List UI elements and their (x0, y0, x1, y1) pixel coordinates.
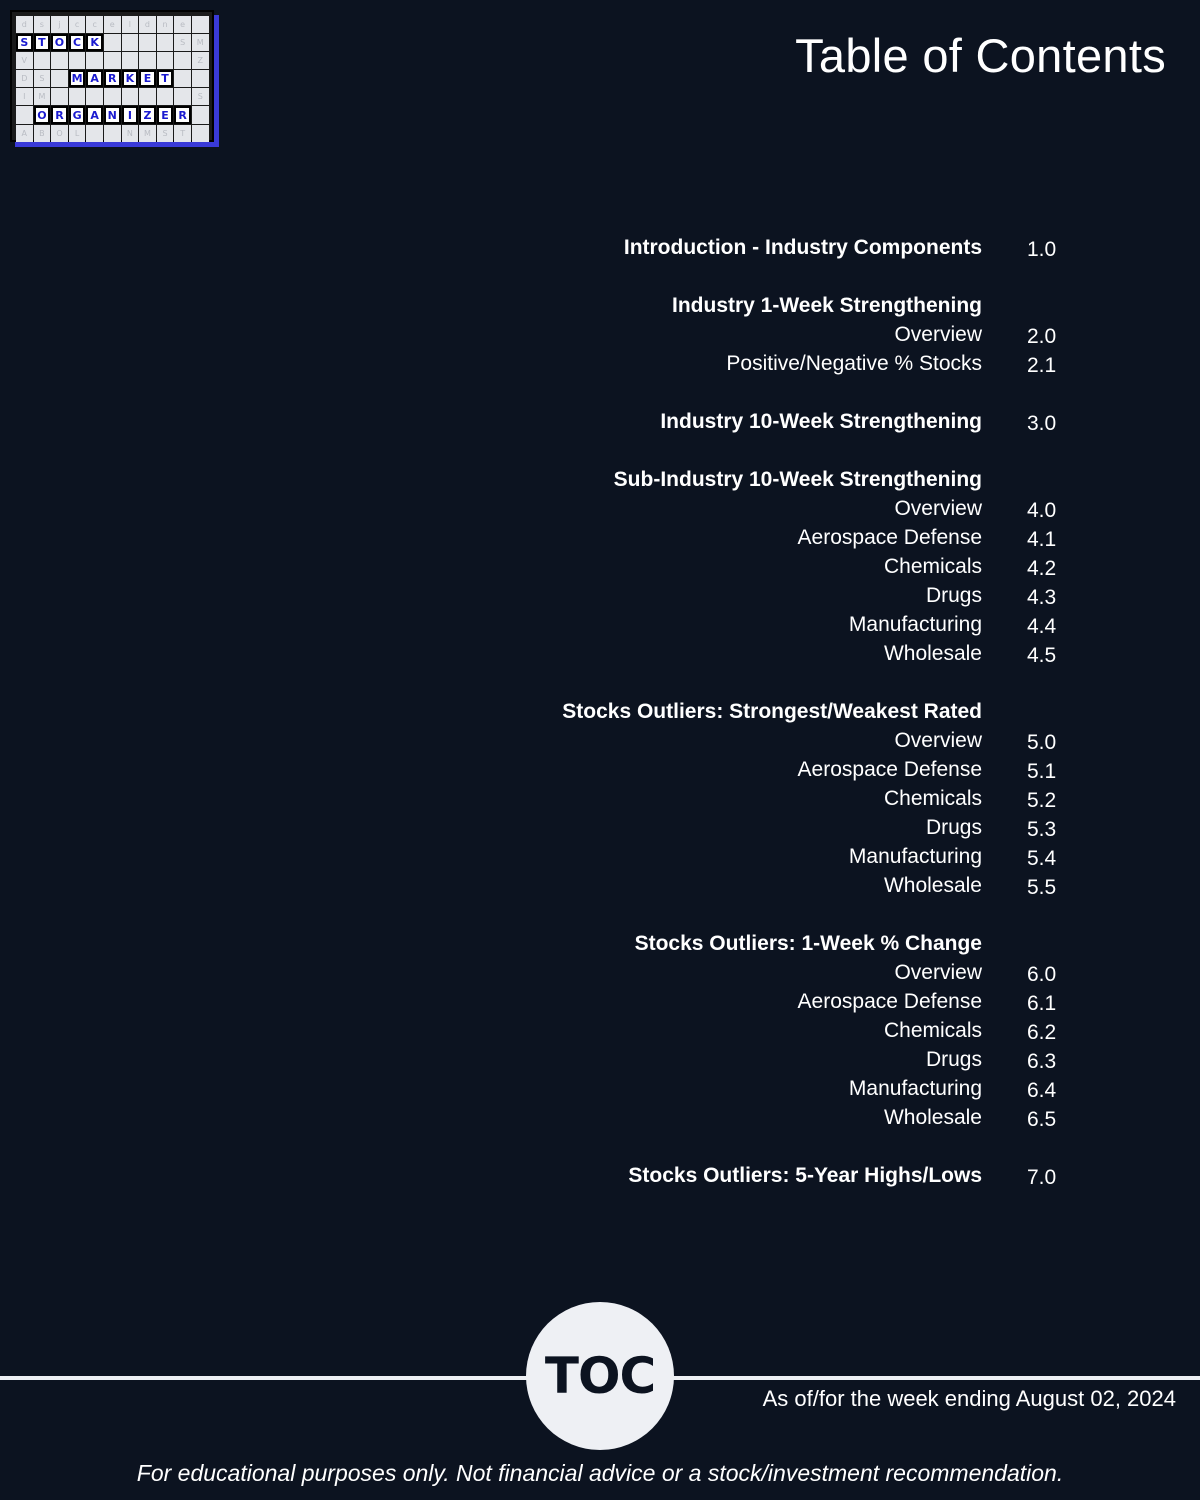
logo-letter-cell: E (139, 70, 156, 87)
logo-letter-cell: R (104, 70, 121, 87)
toc-entry-label: Drugs (925, 1048, 982, 1071)
toc-entry[interactable] (0, 1106, 1200, 1135)
logo-letter-cell: T (157, 70, 174, 87)
toc-section-heading[interactable] (0, 236, 1200, 265)
toc-entry-label: Industry 1-Week Strengthening (672, 294, 982, 317)
toc-entry[interactable] (0, 613, 1200, 642)
toc-entry-number: 5.5 (1027, 876, 1057, 899)
toc-entry-label: Wholesale (883, 642, 982, 665)
logo-letter-cell (139, 52, 156, 69)
page-title: Table of Contents (795, 29, 1166, 82)
toc-entry-number: 5.0 (1027, 731, 1057, 754)
toc-entry-number: 2.0 (1027, 325, 1057, 348)
logo-letter-cell: O (34, 106, 51, 123)
logo-letter-cell: Z (192, 52, 209, 69)
toc-entry-number: 5.4 (1027, 847, 1057, 870)
logo-letter-cell (157, 88, 174, 105)
toc-section-heading[interactable] (0, 1164, 1200, 1193)
toc-entry-number: 4.5 (1027, 644, 1057, 667)
logo-letter-cell: A (86, 106, 103, 123)
logo-letter-cell: Z (139, 106, 156, 123)
toc-entry[interactable] (0, 555, 1200, 584)
logo-letter-cell (69, 88, 86, 105)
toc-entry-number: 3.0 (1027, 412, 1057, 435)
toc-entry-label: Aerospace Defense (797, 758, 982, 781)
logo-letter-cell: T (174, 125, 191, 142)
toc-entry[interactable] (0, 729, 1200, 758)
logo-letter-cell (192, 106, 209, 123)
logo-letter-cell: S (157, 125, 174, 142)
toc-entry[interactable] (0, 642, 1200, 671)
logo-letter-cell (51, 88, 68, 105)
toc-entry-label: Stocks Outliers: 1-Week % Change (634, 932, 982, 955)
toc-entry[interactable] (0, 526, 1200, 555)
logo-letter-cell (104, 88, 121, 105)
logo-letter-cell: e (104, 16, 121, 33)
logo-letter-cell (104, 34, 121, 51)
logo-letter-cell (104, 125, 121, 142)
week-ending-text: As of/for the week ending August 02, 2024 (762, 1386, 1176, 1411)
toc-section-heading[interactable] (0, 700, 1200, 729)
toc-entry-number: 4.3 (1027, 586, 1057, 609)
logo-letter-cell (174, 88, 191, 105)
logo-letter-cell: M (139, 125, 156, 142)
toc-entry-label: Overview (894, 497, 982, 520)
toc-entry-number: 6.5 (1027, 1108, 1057, 1131)
disclaimer-text: For educational purposes only. Not financial advice or a stock/investment recommendation. (136, 1460, 1064, 1486)
toc-entry-label: Introduction - Industry Components (623, 236, 982, 259)
toc-entry[interactable] (0, 845, 1200, 874)
toc-entry[interactable] (0, 990, 1200, 1019)
toc-entry-number: 4.4 (1027, 615, 1057, 638)
logo-letter-cell (122, 34, 139, 51)
toc-entry-number: 1.0 (1027, 238, 1057, 261)
toc-entry-number: 4.1 (1027, 528, 1057, 551)
logo-letter-cell: n (157, 16, 174, 33)
toc-entry-number: 2.1 (1027, 354, 1057, 377)
logo-letter-cell (192, 125, 209, 142)
logo-letter-cell: T (34, 34, 51, 51)
logo-letter-cell: A (16, 125, 33, 142)
toc-entry-label: Manufacturing (848, 845, 982, 868)
toc-entry-label: Industry 10-Week Strengthening (660, 410, 982, 433)
logo-letter-cell (157, 34, 174, 51)
toc-section-heading[interactable] (0, 294, 1200, 323)
logo-letter-cell (122, 52, 139, 69)
toc-entry[interactable] (0, 584, 1200, 613)
logo-letter-cell (16, 106, 33, 123)
logo-letter-cell: R (51, 106, 68, 123)
logo-letter-cell: D (16, 70, 33, 87)
toc-entry[interactable] (0, 352, 1200, 381)
logo-letter-cell: S (34, 70, 51, 87)
logo-letter-cell: R (174, 106, 191, 123)
toc-section-heading[interactable] (0, 410, 1200, 439)
toc-entry-label: Aerospace Defense (797, 990, 982, 1013)
toc-entry-label: Chemicals (883, 787, 982, 810)
logo-letter-cell: E (157, 106, 174, 123)
logo-letter-cell: S (192, 88, 209, 105)
toc-entry-number: 4.0 (1027, 499, 1057, 522)
logo-letter-cell: N (104, 106, 121, 123)
logo-letter-cell: N (122, 125, 139, 142)
toc-entry[interactable] (0, 323, 1200, 352)
toc-entry-label: Overview (894, 729, 982, 752)
logo-letter-cell: d (139, 16, 156, 33)
logo-letter-cell: j (51, 16, 68, 33)
toc-entry[interactable] (0, 758, 1200, 787)
logo-letter-cell: s (34, 16, 51, 33)
toc-section-heading[interactable] (0, 468, 1200, 497)
logo-letter-cell (86, 125, 103, 142)
logo-letter-cell (51, 52, 68, 69)
toc-entry[interactable] (0, 1077, 1200, 1106)
logo-letter-cell: M (34, 88, 51, 105)
logo-letter-cell (86, 52, 103, 69)
logo-letter-cell (192, 16, 209, 33)
logo-letter-cell (86, 88, 103, 105)
stock-market-organizer-logo (10, 10, 214, 142)
toc-entry[interactable] (0, 787, 1200, 816)
logo-letter-cell: e (174, 16, 191, 33)
toc-entry-label: Overview (894, 323, 982, 346)
toc-entry[interactable] (0, 961, 1200, 990)
toc-entry[interactable] (0, 1019, 1200, 1048)
toc-entry-number: 6.1 (1027, 992, 1057, 1015)
logo-letter-cell: L (69, 125, 86, 142)
toc-entry-label: Stocks Outliers: 5-Year Highs/Lows (628, 1164, 982, 1187)
logo-letter-cell (174, 70, 191, 87)
logo-letter-cell (34, 52, 51, 69)
logo-letter-cell: V (16, 52, 33, 69)
logo-letter-cell: G (69, 106, 86, 123)
toc-entry-number: 7.0 (1027, 1166, 1057, 1189)
toc-entry-number: 6.2 (1027, 1021, 1057, 1044)
logo-letter-cell: K (122, 70, 139, 87)
toc-entry-number: 6.3 (1027, 1050, 1057, 1073)
toc-entry-number: 6.0 (1027, 963, 1057, 986)
toc-entry[interactable] (0, 497, 1200, 526)
logo-letter-cell: A (86, 70, 103, 87)
toc-entry-number: 6.4 (1027, 1079, 1057, 1102)
logo-letter-grid (16, 16, 209, 142)
logo-letter-cell (139, 88, 156, 105)
logo-letter-cell (157, 52, 174, 69)
toc-entry-label: Aerospace Defense (797, 526, 982, 549)
logo-letter-cell: c (86, 16, 103, 33)
toc-entry-label: Stocks Outliers: Strongest/Weakest Rated (562, 700, 982, 723)
logo-letter-cell (122, 88, 139, 105)
toc-entry-number: 5.3 (1027, 818, 1057, 841)
toc-entry-label: Positive/Negative % Stocks (726, 352, 982, 375)
logo-letter-cell: B (34, 125, 51, 142)
toc-entry-label: Overview (894, 961, 982, 984)
toc-entry-label: Chemicals (883, 1019, 982, 1042)
toc-section-heading[interactable] (0, 932, 1200, 961)
logo-letter-cell: C (69, 34, 86, 51)
logo-letter-cell: I (16, 88, 33, 105)
logo-letter-cell: d (16, 16, 33, 33)
logo-letter-cell (51, 70, 68, 87)
toc-badge: TOC (526, 1302, 674, 1450)
logo-letter-cell (174, 52, 191, 69)
logo-letter-cell (104, 52, 121, 69)
logo-letter-cell: K (86, 34, 103, 51)
toc-entry-label: Wholesale (883, 874, 982, 897)
logo-letter-cell: c (69, 16, 86, 33)
toc-entry-label: Chemicals (883, 555, 982, 578)
logo-letter-cell (192, 70, 209, 87)
logo-letter-cell: S (16, 34, 33, 51)
toc-entry-label: Wholesale (883, 1106, 982, 1129)
toc-entry-label: Manufacturing (848, 613, 982, 636)
logo-letter-cell (139, 34, 156, 51)
logo-letter-cell: M (192, 34, 209, 51)
toc-entry-number: 4.2 (1027, 557, 1057, 580)
toc-entry-label: Manufacturing (848, 1077, 982, 1100)
toc-entry[interactable] (0, 1048, 1200, 1077)
toc-entry-label: Drugs (925, 584, 982, 607)
logo-letter-cell: O (51, 34, 68, 51)
toc-entry-number: 5.2 (1027, 789, 1057, 812)
logo-letter-cell: O (51, 125, 68, 142)
logo-letter-cell: I (122, 106, 139, 123)
toc-entry-label: Drugs (925, 816, 982, 839)
toc-entry-label: Sub-Industry 10-Week Strengthening (613, 468, 982, 491)
toc-entry[interactable] (0, 816, 1200, 845)
toc-entry-number: 5.1 (1027, 760, 1057, 783)
logo-letter-cell: S (174, 34, 191, 51)
logo-letter-cell: l (122, 16, 139, 33)
logo-letter-cell (69, 52, 86, 69)
logo-letter-cell: M (69, 70, 86, 87)
toc-entry[interactable] (0, 874, 1200, 903)
